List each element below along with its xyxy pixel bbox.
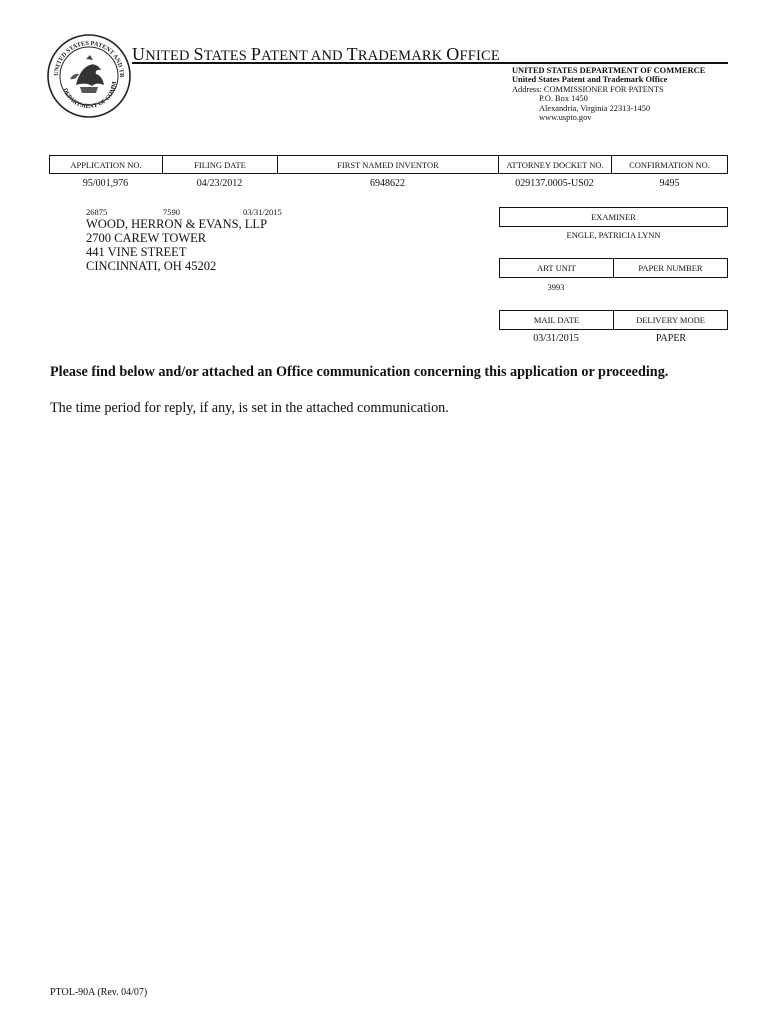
header-filing-date: FILING DATE (163, 156, 278, 173)
title-rule (132, 62, 728, 64)
reply-period-text: The time period for reply, if any, is set in the attached communication. (50, 400, 449, 416)
address-line1: 2700 CAREW TOWER (86, 231, 207, 245)
correspondence-date: 03/31/2015 (243, 207, 282, 217)
dept-address: Address: COMMISSIONER FOR PATENTS (512, 84, 664, 94)
application-no-value: 95/001,976 (82, 178, 129, 189)
examiner-header: EXAMINER (591, 212, 636, 222)
delivery-mode-value: PAPER (655, 333, 687, 344)
first-inventor-value: 6948622 (370, 178, 405, 189)
header-confirmation-no: CONFIRMATION NO. (629, 159, 710, 170)
correspondence-address (86, 217, 267, 273)
seal-text-bottom: DEPARTMENT OF COMM (61, 80, 119, 111)
dept-po-box: P.O. Box 1450 (539, 94, 588, 104)
notice-text: Please find below and/or attached an Office communication concerning this application or proceeding. (50, 364, 669, 380)
examiner-name: ENGLE, PATRICIA LYNN (566, 230, 661, 240)
seal-text-top: UNITED STATES PATENT AND TR (52, 39, 126, 78)
paper-number-header: PAPER NUMBER (613, 259, 727, 277)
dept-line1: UNITED STATES DEPARTMENT OF COMMERCE (512, 66, 706, 75)
dept-line2: United States Patent and Trademark Office (512, 75, 668, 85)
filing-date-value: 04/23/2012 (196, 178, 243, 189)
mail-date-value: 03/31/2015 (533, 333, 579, 344)
examiner-header-box (499, 207, 728, 227)
application-header-table (49, 155, 728, 174)
mail-header-box (499, 310, 728, 330)
art-unit-value: 3993 (547, 282, 565, 292)
dept-city: Alexandria, Virginia 22313-1450 (539, 103, 651, 113)
office-title: UNITED STATES PATENT AND TRADEMARK OFFICE (132, 44, 500, 64)
mail-date-header: MAIL DATE (533, 315, 580, 325)
firm-name: WOOD, HERRON & EVANS, LLP (86, 217, 268, 231)
header-application-no: APPLICATION NO. (50, 156, 163, 173)
address-line2: 441 VINE STREET (86, 245, 187, 259)
uspto-seal-logo (46, 33, 132, 119)
customer-number: 26875 (86, 207, 108, 217)
header-first-inventor: FIRST NAMED INVENTOR (278, 156, 499, 173)
address-line3: CINCINNATI, OH 45202 (86, 259, 217, 273)
art-unit-header: ART UNIT (537, 263, 576, 273)
department-block (512, 66, 705, 122)
dept-website: www.uspto.gov (539, 113, 592, 123)
delivery-mode-header: DELIVERY MODE (613, 311, 727, 329)
confirmation-no-value: 9495 (659, 178, 680, 189)
attorney-docket-value: 029137.0005-US02 (515, 178, 594, 189)
form-number: PTOL-90A (Rev. 04/07) (50, 987, 148, 998)
header-attorney-docket: ATTORNEY DOCKET NO. (499, 156, 612, 173)
correspondence-code: 7590 (163, 207, 180, 217)
art-unit-header-box (499, 258, 728, 278)
